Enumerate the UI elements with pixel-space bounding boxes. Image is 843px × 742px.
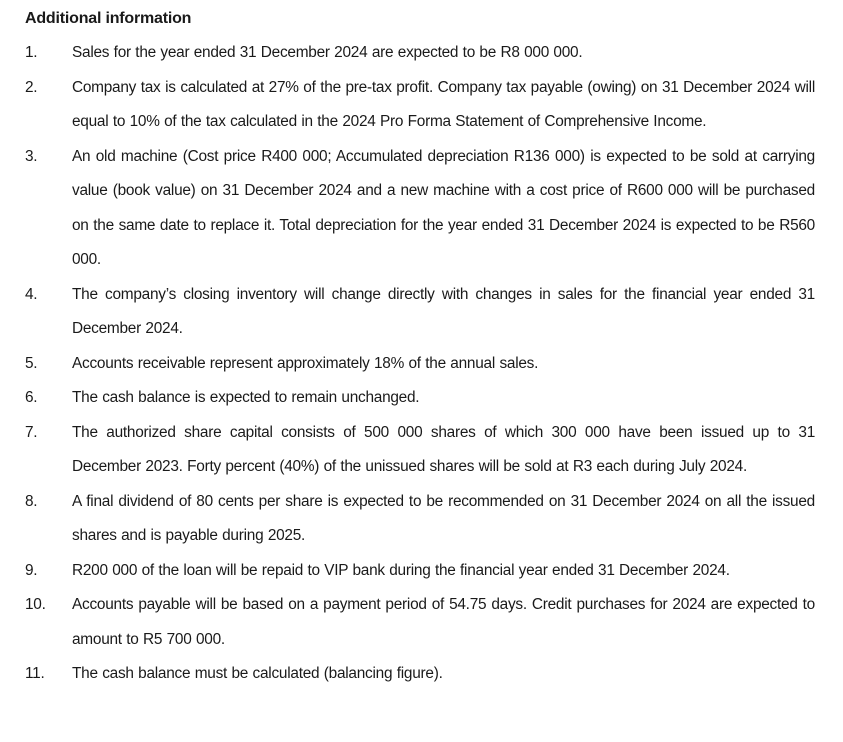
item-text: Sales for the year ended 31 December 2024 are expected to be R8 000 000. [72, 44, 583, 61]
item-number: 10. [25, 596, 46, 613]
item-text: The authorized share capital consists of 500 000 shares of which 300 000 have been issued up to 31 December 2023. Forty percent (40%) of the unissued shares will be sold at R3 each during July 2024. [72, 423, 815, 475]
list-item [25, 657, 815, 692]
item-number: 3. [25, 147, 38, 165]
item-number: 4. [25, 285, 38, 303]
list-item [25, 36, 815, 71]
item-text: Accounts payable will be based on a payment period of 54.75 days. Credit purchases for 2024 are expected to amount to R5 700 000. [72, 596, 815, 648]
item-text: The cash balance must be calculated (balancing figure). [72, 665, 443, 682]
item-number: 1. [25, 44, 38, 61]
item-number: 8. [25, 492, 38, 510]
list-item [25, 554, 815, 589]
item-text: A final dividend of 80 cents per share is expected to be recommended on 31 December 2024 on all the issued shares and is payable during 2025. [72, 492, 815, 544]
list-item [25, 588, 815, 657]
item-text: The company’s closing inventory will change directly with changes in sales for the financial year ended 31 December 2024. [72, 285, 815, 337]
item-text: R200 000 of the loan will be repaid to VIP bank during the financial year ended 31 December 2024. [72, 561, 730, 579]
item-text: Company tax is calculated at 27% of the pre-tax profit. Company tax payable (owing) on 31 December 2024 will equal to 10% of the tax calculated in the 2024 Pro Forma Statement of Comprehensive Income. [72, 78, 815, 130]
item-number: 9. [25, 561, 38, 579]
list-item [25, 347, 815, 382]
list-item [25, 71, 815, 140]
list-item [25, 278, 815, 347]
item-number: 11. [25, 665, 45, 682]
item-number: 7. [25, 423, 38, 441]
list-item [25, 416, 815, 485]
additional-information-list [25, 36, 815, 692]
item-text: Accounts receivable represent approximately 18% of the annual sales. [72, 354, 539, 372]
list-item [25, 381, 815, 416]
item-text: An old machine (Cost price R400 000; Accumulated depreciation R136 000) is expected to be sold at carrying value (book value) on 31 December 2024 and a new machine with a cost price of R600 000 will be purchased on the same date to replace it. Total depreciation for the year ended 31 December 2024 is expected to be R560 000. [72, 147, 815, 268]
item-text: The cash balance is expected to remain unchanged. [72, 389, 420, 406]
list-item [25, 485, 815, 554]
section-heading: Additional information [25, 10, 192, 27]
list-item [25, 140, 815, 278]
item-number: 2. [25, 78, 38, 96]
item-number: 6. [25, 389, 38, 406]
item-number: 5. [25, 354, 38, 372]
